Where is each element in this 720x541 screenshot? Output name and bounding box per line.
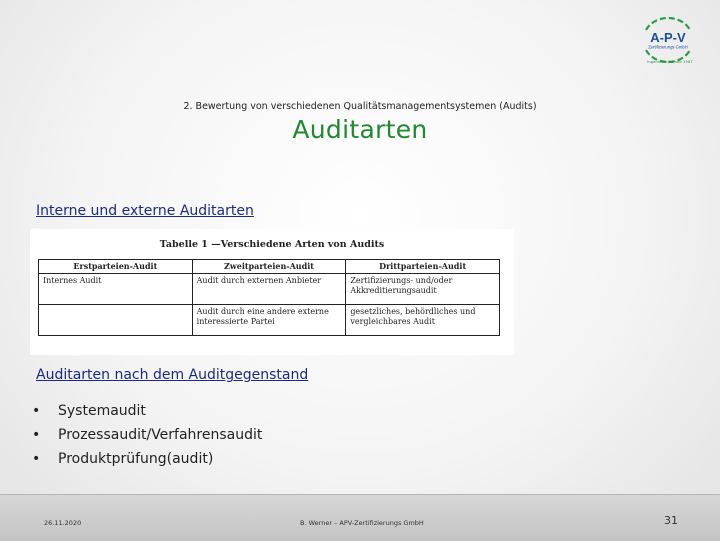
section-heading-interne-externe: Interne und externe Auditarten	[36, 203, 254, 219]
table-cell: Internes Audit	[39, 274, 193, 305]
table-header-cell: Zweitparteien-Audit	[192, 260, 346, 274]
table-cell: gesetzliches, behördliches und vergleichbares Audit	[346, 305, 500, 336]
section-heading-auditgegenstand: Auditarten nach dem Auditgegenstand	[36, 367, 309, 383]
list-item-text: Produktprüfung(audit)	[58, 451, 214, 467]
table-cell: Zertifizierungs- und/oder Akkreditierungsaudit	[346, 274, 500, 305]
table-header-row	[39, 260, 500, 274]
bullet-icon: •	[32, 403, 41, 419]
table-caption: Tabelle 1 —Verschiedene Arten von Audits	[159, 239, 385, 250]
footer-author: B. Werner – APV-Zertifizierungs GmbH	[300, 519, 424, 527]
bullet-icon: •	[32, 427, 41, 443]
slide-title: Auditarten	[292, 115, 428, 144]
table-cell: Audit durch externen Anbieter	[192, 274, 346, 305]
list-item-text: Prozessaudit/Verfahrensaudit	[58, 427, 263, 443]
list-item	[32, 402, 262, 426]
list-item	[32, 426, 262, 450]
bullet-icon: •	[32, 451, 41, 467]
logo-subline: Zertifizierungs GmbH	[648, 44, 688, 50]
table-cell: Audit durch eine andere externe interessierte Partei	[192, 305, 346, 336]
list-item-text: Systemaudit	[58, 403, 146, 419]
list-item	[32, 450, 262, 474]
logo-tagline: Ingenieurbüro seit 1987	[647, 60, 693, 64]
page-number: 31	[664, 514, 678, 527]
audit-subject-list	[32, 402, 262, 474]
slide-subtitle: 2. Bewertung von verschiedenen Qualitätsmanagementsystemen (Audits)	[183, 101, 537, 112]
table-row	[39, 274, 500, 305]
footer-date: 26.11.2020	[44, 519, 82, 527]
audit-types-table	[38, 259, 500, 336]
table-cell	[39, 305, 193, 336]
slide-footer	[0, 494, 720, 541]
table-row	[39, 305, 500, 336]
table-header-cell: Erstparteien-Audit	[39, 260, 193, 274]
audit-table-image	[30, 229, 514, 355]
table-header-cell: Drittparteien-Audit	[346, 260, 500, 274]
logo-wordmark: A-P-V	[650, 30, 686, 45]
